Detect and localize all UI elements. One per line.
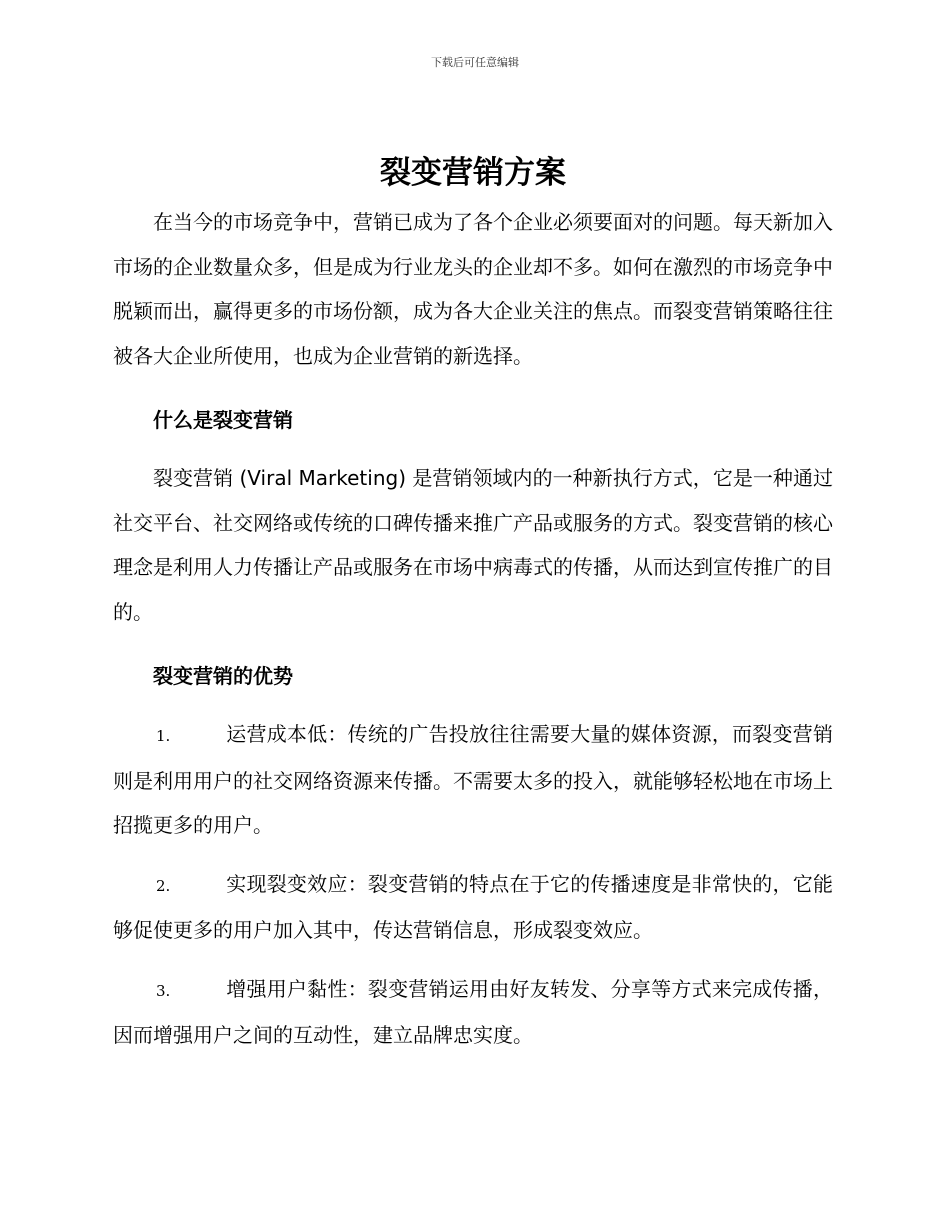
intro-paragraph: 在当今的市场竞争中，营销已成为了各个企业必须要面对的问题。每天新加入市场的企业数量众多，但是成为行业龙头的企业却不多。如何在激烈的市场竞争中脱颖而出，赢得更多的市场份额，成为各大企业关注的焦点。而裂变营销策略往往被各大企业所使用，也成为企业营销的新选择。 xyxy=(113,210,833,368)
section-heading-what-is: 什么是裂变营销 xyxy=(153,408,293,432)
list-item xyxy=(113,712,833,848)
list-item xyxy=(113,967,833,1058)
list-item-number: 2. xyxy=(156,876,171,895)
page-header-note: 下载后可任意编辑 xyxy=(431,56,519,69)
list-item xyxy=(113,862,833,953)
document-title: 裂变营销方案 xyxy=(380,155,566,191)
section-heading-advantages: 裂变营销的优势 xyxy=(153,664,293,688)
list-item-text: 实现裂变效应：裂变营销的特点在于它的传播速度是非常快的，它能够促使更多的用户加入其中，传达营销信息，形成裂变效应。 xyxy=(113,871,833,942)
document-body xyxy=(113,150,833,1072)
section-what-is-paragraph: 裂变营销 (Viral Marketing) 是营销领域内的一种新执行方式，它是一种通过社交平台、社交网络或传统的口碑传播来推广产品或服务的方式。裂变营销的核心理念是利用人力传播让产品或服务在市场中病毒式的传播，从而达到宣传推广的目的。 xyxy=(113,466,833,624)
list-item-number: 1. xyxy=(156,727,171,745)
list-item-number: 3. xyxy=(156,981,171,1000)
list-item-text: 增强用户黏性：裂变营销运用由好友转发、分享等方式来完成传播，因而增强用户之间的互动性，建立品牌忠实度。 xyxy=(113,976,833,1047)
list-item-text: 运营成本低：传统的广告投放往往需要大量的媒体资源，而裂变营销则是利用用户的社交网络资源来传播。不需要太多的投入，就能够轻松地在市场上招揽更多的用户。 xyxy=(113,722,833,837)
